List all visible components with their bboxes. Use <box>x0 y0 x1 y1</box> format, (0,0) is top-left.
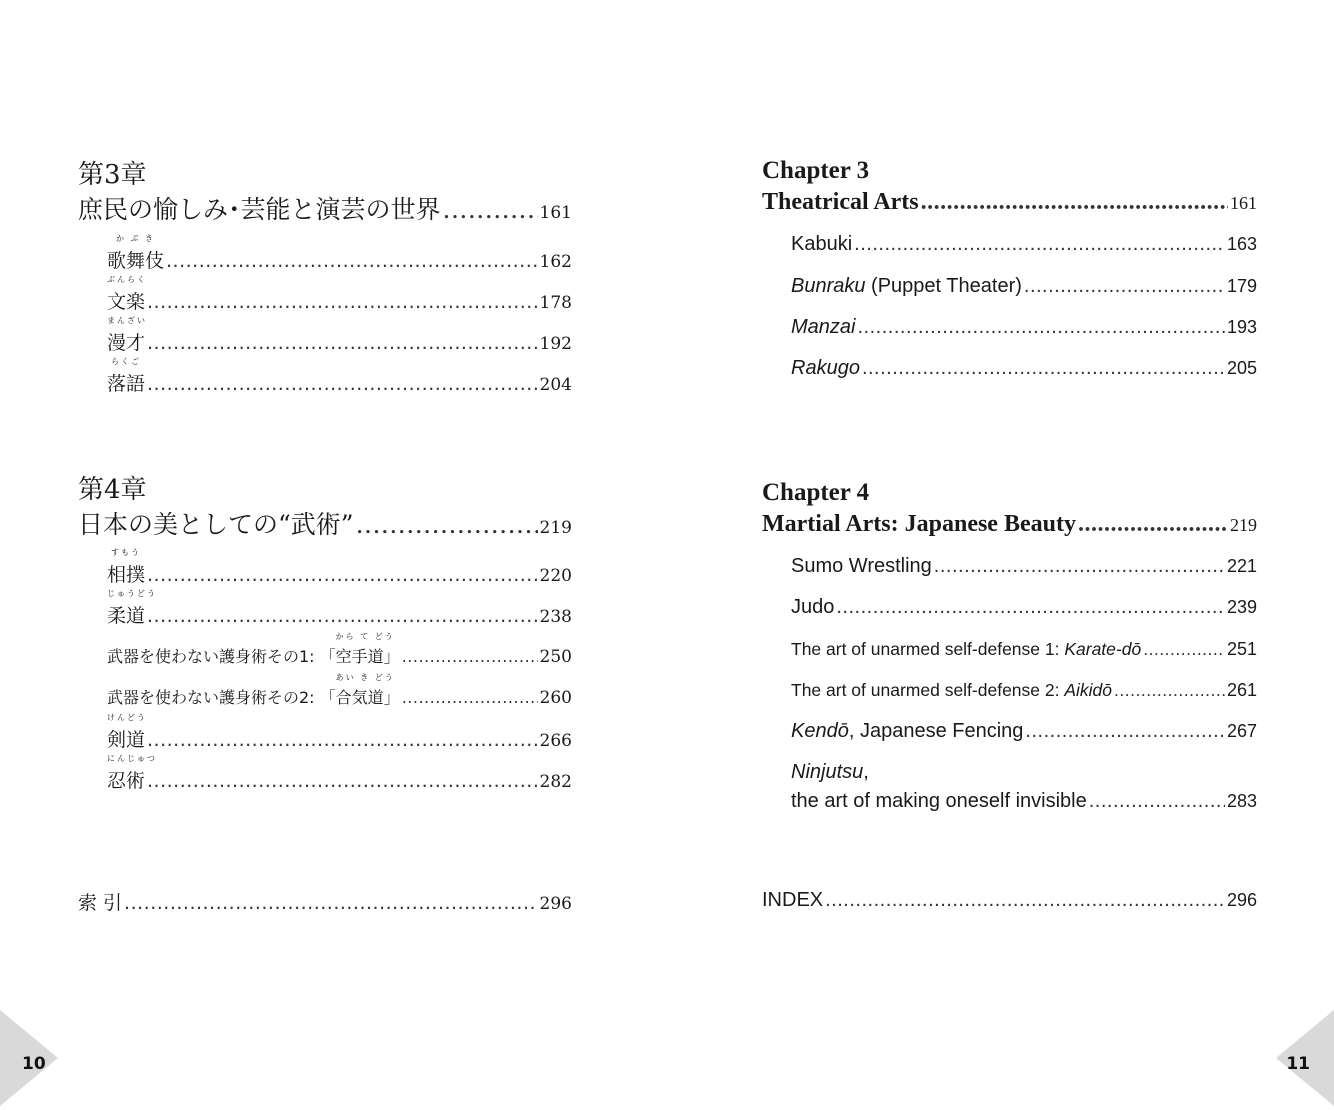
ruby-reading: らくご <box>111 357 141 366</box>
italic-term: Bunraku <box>791 275 866 297</box>
ruby-reading: すもう <box>111 548 141 557</box>
leader-dots <box>1089 790 1225 813</box>
entry-prefix: 武器を使わない護身術その2: 「 <box>107 688 336 707</box>
term-text: 空手道 <box>335 647 384 666</box>
ruby-term <box>107 754 157 793</box>
page-number: 296 <box>539 894 572 914</box>
ruby-term <box>107 713 147 752</box>
entry-suffix: 」 <box>383 688 400 707</box>
page-number: 163 <box>1226 234 1257 254</box>
toc-item-manzai-en[interactable] <box>791 316 1257 339</box>
ruby-reading: ぶんらく <box>107 275 147 284</box>
page-number: 261 <box>1226 680 1257 700</box>
chapter4-label-jp: 第4章 <box>78 475 147 505</box>
toc-title: Kabuki <box>791 233 853 255</box>
term-text: 忍術 <box>107 770 146 792</box>
term-text: 柔道 <box>107 605 146 627</box>
toc-title <box>791 680 1112 701</box>
leader-dots <box>825 889 1225 912</box>
toc-title <box>791 639 1141 660</box>
leader-dots <box>857 316 1224 339</box>
italic-term: Rakugo <box>791 357 860 379</box>
toc-item-kabuki-en[interactable] <box>791 233 1257 256</box>
page-number: 267 <box>1226 721 1257 741</box>
page-number: 219 <box>539 518 572 538</box>
leader-dots <box>1024 275 1225 298</box>
leader-dots <box>147 770 538 792</box>
leader-dots <box>147 605 538 627</box>
ruby-reading: か ぶ き <box>115 234 156 243</box>
chapter3-title-jp[interactable] <box>78 190 572 226</box>
toc-title <box>791 275 1022 298</box>
toc-entry <box>107 673 400 708</box>
italic-term: Aikidō <box>1064 680 1113 700</box>
toc-item-sumo-en[interactable] <box>791 555 1257 578</box>
leader-dots <box>166 250 538 272</box>
toc-title <box>791 357 860 380</box>
ruby-reading: じゅうどう <box>107 589 157 598</box>
leader-dots <box>836 596 1225 619</box>
term-text: 剣道 <box>107 729 146 751</box>
italic-term: Karate-dō <box>1064 639 1142 659</box>
chapter3-title-en[interactable] <box>762 189 1257 216</box>
toc-item-kendo-en[interactable] <box>791 720 1257 743</box>
toc-item-bunraku-en[interactable] <box>791 275 1257 298</box>
term-text: 漫才 <box>107 332 146 354</box>
ruby-term <box>107 234 165 273</box>
term-text: 歌舞伎 <box>107 250 165 272</box>
toc-title: Theatrical Arts <box>762 189 919 215</box>
folio-right: 11 <box>1286 1054 1310 1074</box>
chapter4-title-en[interactable] <box>762 511 1257 538</box>
ruby-term <box>107 275 147 314</box>
ruby-term <box>335 673 395 708</box>
page-number: 250 <box>539 647 572 667</box>
leader-dots <box>402 647 538 666</box>
leader-dots <box>356 510 538 539</box>
leader-dots <box>1078 511 1228 538</box>
term-text: 文楽 <box>107 291 146 313</box>
title-rest: The art of unarmed self-defense 2: <box>791 680 1065 700</box>
term-text: 相撲 <box>107 564 146 586</box>
leader-dots <box>1025 720 1225 743</box>
page-number: 179 <box>1226 276 1257 296</box>
ruby-term <box>335 632 395 667</box>
page-number: 283 <box>1226 791 1257 811</box>
toc-title-line2: the art of making oneself invisible <box>791 790 1087 812</box>
title-rest: , <box>863 761 869 783</box>
toc-item-rakugo-jp[interactable] <box>107 357 572 396</box>
leader-dots <box>147 729 538 751</box>
page-number: 205 <box>1226 358 1257 378</box>
page-number: 161 <box>539 203 572 223</box>
ruby-reading: けんどう <box>107 713 147 722</box>
toc-item-ninjutsu-en[interactable] <box>791 761 1257 813</box>
toc-item-manzai-jp[interactable] <box>107 316 572 355</box>
page-number: 219 <box>1230 515 1257 535</box>
page-number: 162 <box>539 252 572 272</box>
term-text: 落語 <box>107 373 146 395</box>
toc-title: Martial Arts: Japanese Beauty <box>762 511 1076 537</box>
leader-dots <box>1114 680 1225 701</box>
toc-item-karate-en[interactable] <box>791 639 1257 660</box>
toc-item-index-jp[interactable] <box>78 888 572 915</box>
page-number: 221 <box>1226 556 1257 576</box>
page-number: 239 <box>1226 597 1257 617</box>
leader-dots <box>934 555 1225 578</box>
chapter4-title-jp[interactable] <box>78 505 572 541</box>
page-number: 178 <box>539 293 572 313</box>
toc-item-rakugo-en[interactable] <box>791 357 1257 380</box>
italic-term: Ninjutsu <box>791 761 864 783</box>
leader-dots <box>147 332 538 354</box>
leader-dots <box>854 233 1225 256</box>
page-number: 296 <box>1226 890 1257 910</box>
page-number: 220 <box>539 566 572 586</box>
page-number: 161 <box>1230 193 1257 213</box>
ruby-reading: まんざい <box>107 316 147 325</box>
title-rest: , Japanese Fencing <box>848 720 1024 742</box>
page-number: 266 <box>539 731 572 751</box>
title-rest: The art of unarmed self-defense 1: <box>791 639 1065 659</box>
leader-dots <box>124 892 538 914</box>
ruby-reading: から て どう <box>335 632 395 641</box>
italic-term: Kendō <box>791 720 849 742</box>
page-number: 251 <box>1226 639 1257 659</box>
leader-dots <box>147 564 538 586</box>
toc-title <box>791 720 1023 743</box>
toc-title: 索 引 <box>78 892 123 914</box>
leader-dots <box>147 373 538 395</box>
toc-item-judo-en[interactable] <box>791 596 1257 619</box>
term-text: 合気道 <box>335 688 384 707</box>
toc-title-line1 <box>791 761 1257 784</box>
chapter3-label-en: Chapter 3 <box>762 157 870 184</box>
page-number: 204 <box>539 375 572 395</box>
toc-title: 庶民の愉しみ･芸能と演芸の世界 <box>78 195 441 224</box>
toc-item-index-en[interactable] <box>762 889 1257 912</box>
italic-term: Manzai <box>791 316 856 338</box>
toc-item-sumo-jp[interactable] <box>107 548 572 587</box>
toc-item-karate-jp[interactable] <box>107 632 572 667</box>
page-number: 238 <box>539 607 572 627</box>
leader-dots <box>921 189 1228 216</box>
toc-item-aikido-en[interactable] <box>791 680 1257 701</box>
toc-title-line2-row <box>791 790 1257 813</box>
entry-prefix: 武器を使わない護身術その1: 「 <box>107 647 336 666</box>
entry-suffix: 」 <box>383 647 400 666</box>
toc-title: INDEX <box>762 889 824 911</box>
leader-dots <box>147 291 538 313</box>
ruby-reading: あい き どう <box>335 673 395 682</box>
leader-dots <box>443 195 538 224</box>
toc-item-judo-jp[interactable] <box>107 589 572 628</box>
toc-item-ninjutsu-jp[interactable] <box>107 754 572 793</box>
toc-title: Judo <box>791 596 835 618</box>
ruby-reading: にんじゅつ <box>107 754 157 763</box>
leader-dots <box>1143 639 1225 660</box>
toc-item-kendo-jp[interactable] <box>107 713 572 752</box>
right-page <box>667 0 1334 1110</box>
chapter4-label-en: Chapter 4 <box>762 479 870 506</box>
leader-dots <box>402 688 538 707</box>
toc-title: Sumo Wrestling <box>791 555 932 577</box>
toc-title <box>791 316 855 339</box>
chapter3-label-jp: 第3章 <box>78 160 147 190</box>
toc-entry <box>107 632 400 667</box>
page-number: 260 <box>539 688 572 708</box>
ruby-term <box>107 589 157 628</box>
page-number: 282 <box>539 772 572 792</box>
toc-item-aikido-jp[interactable] <box>107 673 572 708</box>
toc-item-kabuki-jp[interactable] <box>107 234 572 273</box>
ruby-term <box>107 357 146 396</box>
toc-title: 日本の美としての“武術” <box>78 510 354 539</box>
ruby-term <box>107 316 147 355</box>
folio-left: 10 <box>22 1054 46 1074</box>
toc-item-bunraku-jp[interactable] <box>107 275 572 314</box>
ruby-term <box>107 548 146 587</box>
page-number: 193 <box>1226 317 1257 337</box>
leader-dots <box>862 357 1225 380</box>
page-number: 192 <box>539 334 572 354</box>
title-rest: (Puppet Theater) <box>865 275 1022 297</box>
